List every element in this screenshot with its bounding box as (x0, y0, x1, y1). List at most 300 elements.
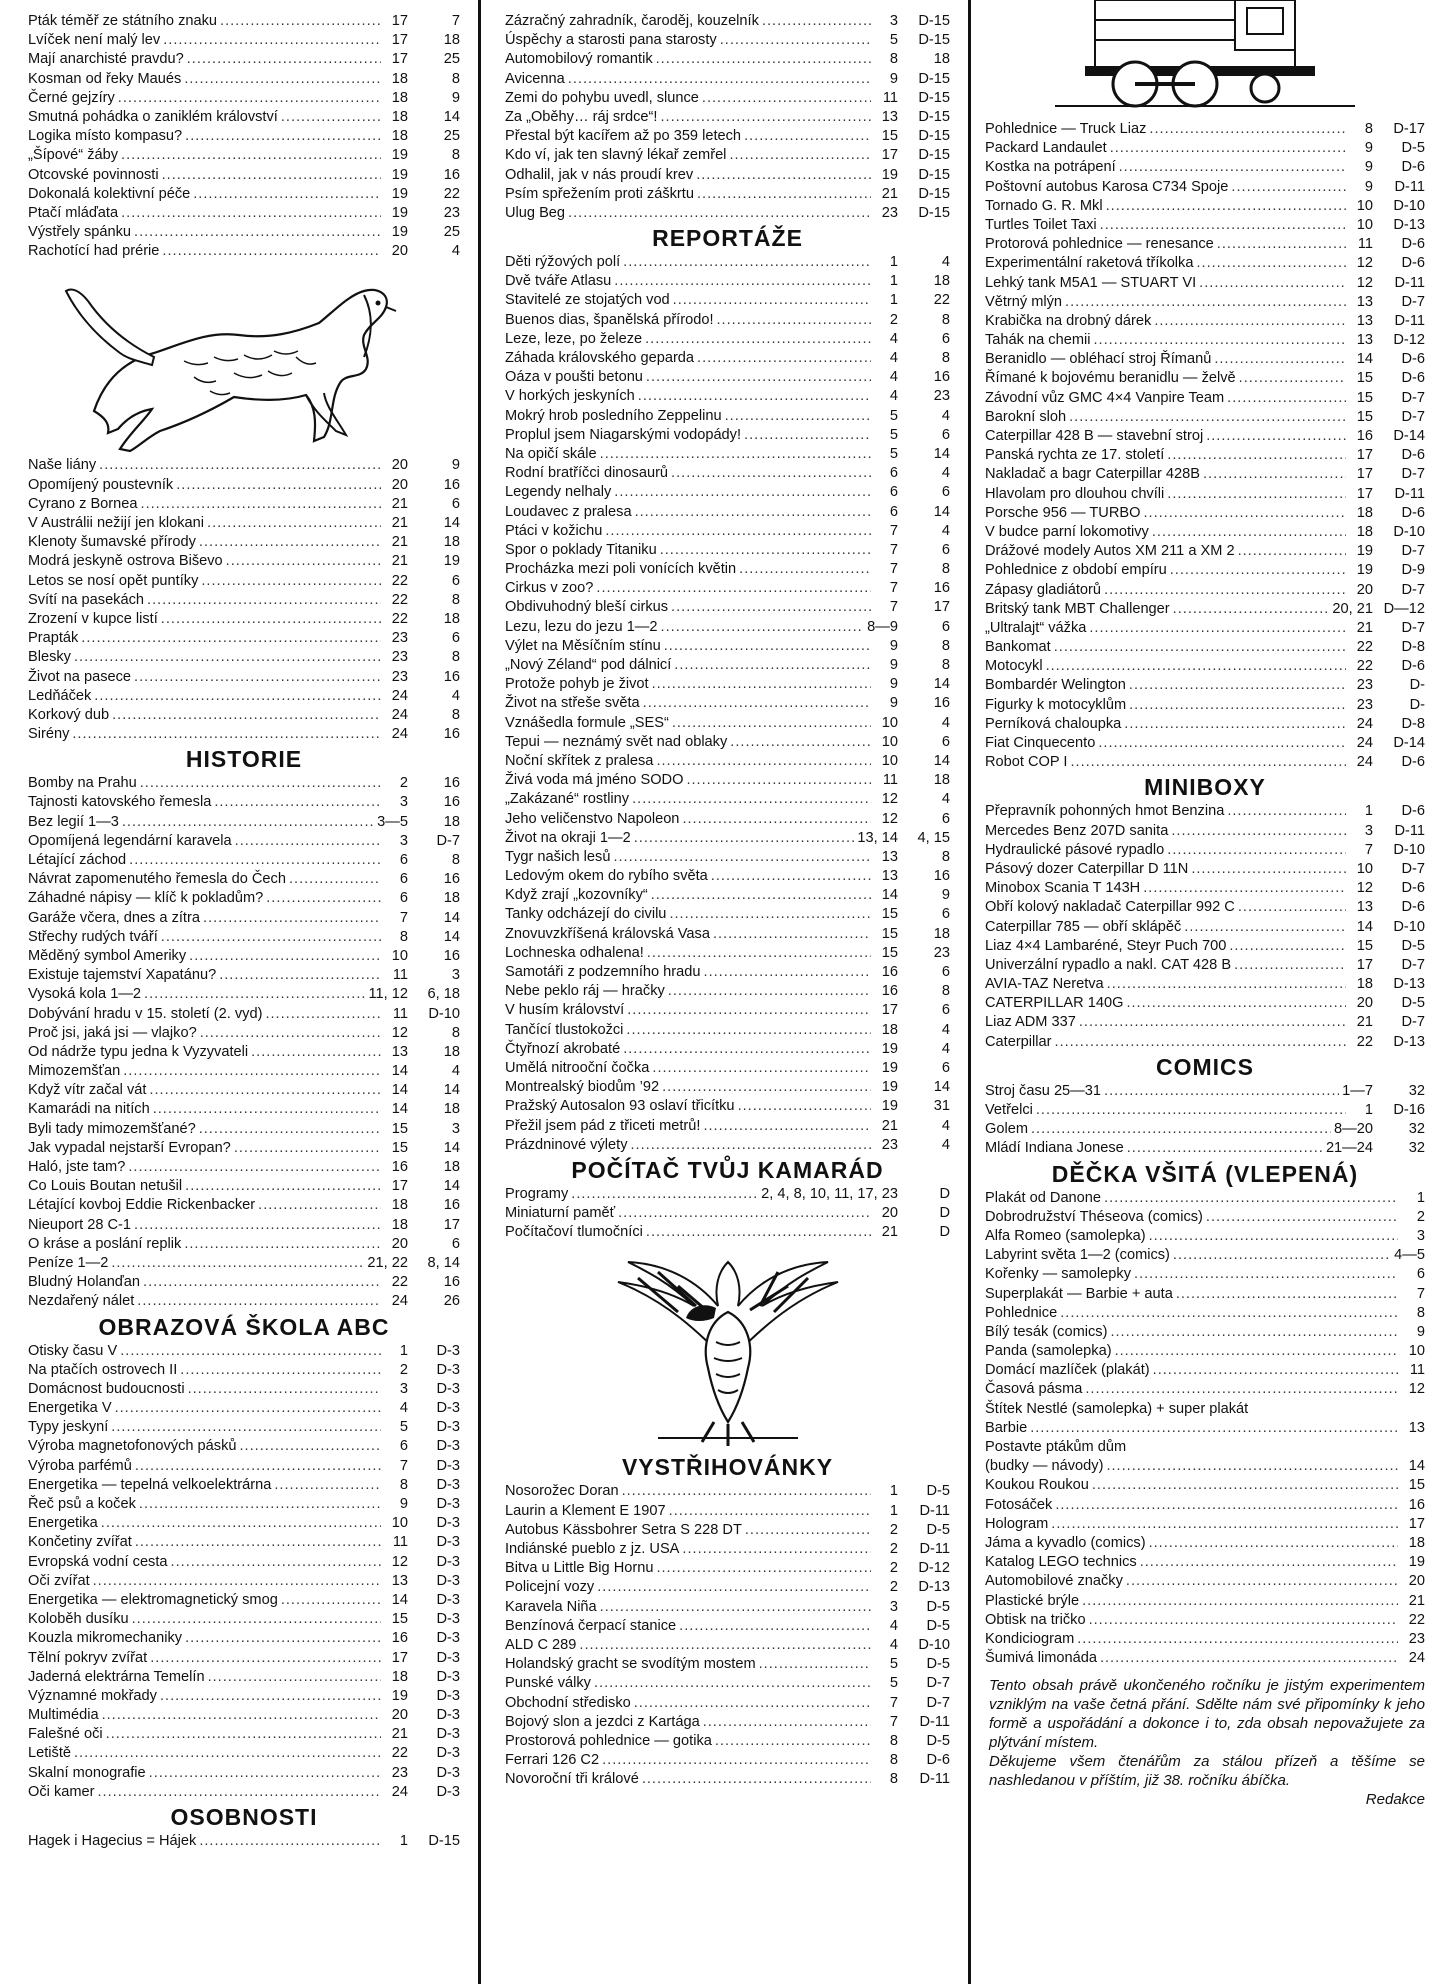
leader-dots (1149, 1534, 1398, 1553)
leader-dots (149, 1081, 381, 1100)
page-number: 4 (941, 1021, 950, 1038)
page-number: 4 (941, 254, 950, 271)
page-number: 6, 18 (427, 986, 460, 1003)
issue-number: 21 (391, 534, 408, 551)
issue-number: 22 (1408, 1611, 1425, 1628)
issue-number: 9 (1364, 178, 1373, 195)
index-entry (28, 1235, 460, 1254)
issue-number: 14 (391, 1591, 408, 1608)
index-entry (505, 1482, 950, 1501)
index-entry (505, 1136, 950, 1155)
page-number: D-15 (918, 204, 950, 221)
entry-title: Haló, jste tam? (28, 1159, 126, 1175)
leader-dots (1070, 753, 1346, 772)
issue-number: 8 (399, 1476, 408, 1493)
leader-dots (251, 1043, 381, 1062)
page-number: 22 (933, 292, 950, 309)
leader-dots (74, 1744, 381, 1763)
issue-number: 10 (1356, 197, 1373, 214)
entry-title: Turtles Toilet Taxi (985, 216, 1097, 233)
index-entry (28, 495, 460, 514)
index-entry (28, 476, 460, 495)
entry-title: Kdo ví, jak ten slavný lékař zemřel (505, 147, 727, 164)
issue-number: 2 (1416, 1208, 1425, 1225)
entry-title: Mercedes Benz 207D sanita (985, 822, 1169, 839)
leader-dots (162, 242, 381, 261)
issue-number: 17 (881, 147, 898, 164)
leader-dots (1238, 898, 1346, 917)
entry-title: Rodní bratříčci dinosaurů (505, 465, 669, 482)
page-number: D-3 (436, 1400, 460, 1417)
index-entry (28, 909, 460, 928)
entry-title: Tepui — neznámý svět nad oblaky (505, 733, 728, 750)
page-number: 6 (941, 618, 950, 635)
issue-number: 17 (1408, 1515, 1425, 1532)
issue-number: 21 (881, 185, 898, 202)
page-number: D-14 (1393, 428, 1425, 444)
index-entry (985, 1246, 1425, 1265)
entry-title: Záhadné nápisy — klíč k pokladům? (28, 890, 264, 907)
leader-dots (1231, 178, 1346, 197)
page-number: 8 (451, 70, 460, 87)
issue-number: 24 (391, 1783, 408, 1800)
entry-title: Kostka na potrápení (985, 159, 1116, 176)
entry-title: CATERPILLAR 140G (985, 995, 1124, 1012)
entry-title: Bojový slon a jezdci z Kartága (505, 1713, 700, 1730)
index-entry (985, 734, 1425, 753)
entry-title: Policejní vozy (505, 1579, 595, 1596)
issue-number: 10 (391, 947, 408, 964)
index-entry (505, 1713, 950, 1732)
index-entry (985, 1457, 1425, 1476)
entry-title: Bludný Holanďan (28, 1274, 141, 1291)
issue-number: 11 (1357, 236, 1373, 253)
index-entry (28, 223, 460, 242)
leader-dots (623, 253, 871, 272)
index-entry (28, 966, 460, 985)
index-entry (985, 293, 1425, 312)
issue-number: 18 (391, 1197, 408, 1214)
leader-dots (596, 579, 871, 598)
page-number: 6 (451, 495, 460, 512)
note-paragraph-1: Tento obsah právě ukončeného ročníku je jistým experimentem vzniklým na vaše četná přání. Sdělte nám své připomínky k jeho formě a uspořádání a dokonce i to, zda obsah nepovažujete za plýtvání místem. (989, 1677, 1425, 1752)
entry-title: Obdivuhodný bleší cirkus (505, 599, 669, 616)
issue-number: 1 (889, 254, 898, 271)
entry-title: Logika místo kompasu? (28, 128, 183, 145)
page-number: 8 (451, 706, 460, 723)
index-entry (28, 1572, 460, 1591)
leader-dots (187, 50, 381, 69)
issue-number: 7 (889, 541, 898, 558)
leader-dots (220, 12, 381, 31)
page-number: 18 (443, 1043, 460, 1060)
issue-number: 22 (391, 591, 408, 608)
leader-dots (123, 1062, 381, 1081)
leader-dots (185, 1629, 381, 1648)
issue-number: 16 (1356, 428, 1373, 444)
leader-dots (631, 1136, 872, 1155)
issue-number: 15 (881, 944, 898, 961)
index-entry (28, 31, 460, 50)
page-number: D-3 (436, 1380, 460, 1397)
index-entry (505, 31, 950, 50)
entry-title: Skalní monografie (28, 1764, 146, 1781)
entry-title: Hagek i Hagecius = Hájek (28, 1833, 197, 1849)
leader-dots (662, 1078, 871, 1097)
index-entry (505, 1540, 950, 1559)
entry-title: Úspěchy a starosti pana starosty (505, 32, 717, 49)
page-number: D-7 (1401, 581, 1425, 598)
index-entry (985, 561, 1425, 580)
issue-number: 7 (889, 1694, 898, 1711)
index-entry (505, 618, 950, 637)
index-entry (505, 848, 950, 867)
entry-title: Fotosáček (985, 1496, 1053, 1513)
leader-dots (207, 514, 381, 533)
issue-number: 19 (391, 224, 408, 241)
page-number: 14 (933, 676, 950, 693)
index-entry (28, 813, 460, 832)
leader-dots (656, 1559, 871, 1578)
page-number: D-6 (926, 1752, 950, 1769)
issue-number: 1 (1416, 1189, 1425, 1206)
issue-number: 14 (391, 1101, 408, 1118)
page-number: 18 (933, 925, 950, 942)
entry-title: Obří kolový nakladač Caterpillar 992 C (985, 899, 1235, 916)
dog-illustration (34, 261, 454, 456)
entry-title: Nebe peklo ráj — hračky (505, 983, 665, 1000)
entry-title: Liaz 4×4 Lambaréné, Steyr Puch 700 (985, 937, 1227, 954)
index-entry (505, 426, 950, 445)
page-number: 17 (933, 599, 950, 616)
vystrihovanky-list-cont (985, 120, 1425, 772)
entry-title: Novoroční tři králové (505, 1771, 639, 1788)
issue-number: 22 (391, 1745, 408, 1762)
entry-title: Lochneska odhalena! (505, 944, 644, 961)
column-3 (985, 0, 1425, 1809)
comics-list (985, 1082, 1425, 1159)
leader-dots (759, 1655, 871, 1674)
entry-title: Větrný mlýn (985, 293, 1063, 310)
page-number: D-15 (918, 147, 950, 164)
entry-title: (budky — návody) (985, 1458, 1104, 1475)
leader-dots (713, 925, 871, 944)
entry-title: Zemi do pohybu uvedl, slunce (505, 89, 699, 106)
entry-title: Čtyřnozí akrobaté (505, 1040, 621, 1057)
entry-title: Lezu, lezu do jezu 1—2 (505, 618, 658, 635)
leader-dots (1176, 1285, 1398, 1304)
page-number: D-7 (1401, 1014, 1425, 1031)
issue-number: 13 (881, 848, 898, 865)
page-number: D-9 (1401, 562, 1425, 579)
entry-title: Labyrint světa 1—2 (comics) (985, 1247, 1170, 1264)
entry-title: Benzínová čerpací stanice (505, 1617, 677, 1634)
entry-title: Odhalil, jak v nás proudí krev (505, 166, 694, 183)
entry-title: Falešné oči (28, 1726, 103, 1743)
entry-title: Hologram (985, 1515, 1049, 1532)
issue-number: 10 (881, 752, 898, 769)
index-entry (985, 1400, 1425, 1419)
page-number: D-3 (436, 1342, 460, 1359)
leader-dots (1079, 1013, 1346, 1032)
leader-dots (1104, 1189, 1398, 1208)
index-entry (985, 1227, 1425, 1246)
leader-dots (1082, 1592, 1398, 1611)
page-number: 6 (941, 1059, 950, 1076)
entry-title: Byli tady mimozemšťané? (28, 1120, 196, 1137)
leader-dots (1217, 235, 1346, 254)
leader-dots (1203, 465, 1346, 484)
leader-dots (1069, 408, 1346, 427)
section-title-vystrihovanky: VYSTŘIHOVÁNKY (621, 1454, 834, 1481)
entry-title: Kouzla mikromechaniky (28, 1630, 183, 1647)
page-number: 16 (443, 1197, 460, 1214)
entry-title: Mají anarchisté pravdu? (28, 51, 184, 68)
entry-title: Kondiciogram (985, 1630, 1075, 1647)
leader-dots (717, 311, 872, 330)
index-entry (28, 1437, 460, 1456)
page-number: D-7 (436, 832, 460, 849)
entry-title: Tělní pokryv zvířat (28, 1649, 148, 1666)
leader-dots (1104, 1082, 1339, 1101)
index-entry (985, 523, 1425, 542)
leader-dots (645, 330, 871, 349)
page-number: D-6 (1401, 880, 1425, 897)
issue-number: 2 (889, 1541, 898, 1557)
entry-title: Bitva u Little Big Hornu (505, 1560, 654, 1577)
leader-dots (635, 503, 871, 522)
issue-number: 18 (391, 108, 408, 125)
page-number: D-15 (918, 166, 950, 183)
index-entry (28, 928, 460, 947)
index-entry (505, 522, 950, 541)
leader-dots (1227, 389, 1346, 408)
issue-number: 19 (391, 204, 408, 221)
leader-dots (661, 618, 865, 637)
page-number: D-10 (918, 1636, 950, 1653)
index-entry (28, 1158, 460, 1177)
index-entry (985, 274, 1425, 293)
entry-title: Stroj času 25—31 (985, 1082, 1102, 1099)
index-entry (985, 1534, 1425, 1553)
index-entry (28, 89, 460, 108)
page-number: D-10 (428, 1005, 460, 1022)
entry-title: Život na okraji 1—2 (505, 829, 631, 846)
index-entry (505, 483, 950, 502)
index-entry (505, 905, 950, 924)
issue-number: 8 (1416, 1304, 1425, 1321)
entry-title: Postavte ptákům dům (985, 1439, 1127, 1455)
leader-dots (135, 1533, 381, 1552)
entry-title: Zázračný zahradník, čaroděj, kouzelník (505, 13, 759, 29)
index-entry (28, 146, 460, 165)
index-entry (985, 1592, 1425, 1611)
index-entry (985, 1285, 1425, 1304)
page-number: D-5 (926, 1732, 950, 1749)
index-entry (505, 1694, 950, 1713)
index-entry (985, 139, 1425, 158)
issue-number: 5 (889, 1675, 898, 1692)
page-number: D-5 (926, 1656, 950, 1673)
index-entry (985, 1649, 1425, 1668)
issue-number: 24 (391, 706, 408, 723)
index-entry (28, 793, 460, 812)
entry-title: Koloběh dusíku (28, 1611, 129, 1628)
index-entry (985, 542, 1425, 561)
issue-number: 17 (1356, 485, 1373, 502)
page-number: D-5 (926, 1483, 950, 1500)
entry-title: Korkový dub (28, 706, 110, 723)
index-entry (28, 610, 460, 629)
leader-dots (686, 771, 871, 790)
issue-number: 15 (1356, 389, 1373, 406)
leader-dots (1077, 1630, 1398, 1649)
index-entry (505, 1751, 950, 1770)
leader-dots (122, 813, 374, 832)
entry-title: Motocykl (985, 658, 1043, 675)
leader-dots (219, 966, 381, 985)
page-number: 8 (451, 147, 460, 164)
column-2 (505, 12, 950, 1789)
issue-number: 20 (1356, 995, 1373, 1012)
index-entry (505, 166, 950, 185)
leader-dots (720, 31, 871, 50)
leader-dots (744, 426, 871, 445)
index-entry (505, 146, 950, 165)
leader-dots (184, 1235, 381, 1254)
page-number: 8 (941, 350, 950, 366)
entry-title: Pražský Autosalon 93 oslaví třicítku (505, 1098, 735, 1115)
entry-title: Mládí Indiana Jonese (985, 1140, 1124, 1157)
leader-dots (613, 848, 871, 867)
index-entry (505, 1598, 950, 1617)
index-entry (985, 1120, 1425, 1139)
entry-title: Když vítr začal vát (28, 1082, 147, 1099)
entry-title: Programy (505, 1185, 569, 1202)
issue-number: 16 (391, 1630, 408, 1647)
entry-title: Tanky odcházejí do civilu (505, 906, 667, 923)
leader-dots (139, 1495, 381, 1514)
index-entry (985, 657, 1425, 676)
leader-dots (1206, 1208, 1398, 1227)
index-entry (985, 1208, 1425, 1227)
page-number: 6 (941, 1002, 950, 1019)
leader-dots (618, 1204, 871, 1223)
leader-dots (134, 668, 381, 687)
issue-number: 17 (881, 1002, 898, 1019)
index-entry (985, 158, 1425, 177)
leader-dots (1036, 1101, 1346, 1120)
page-number: D-6 (1401, 447, 1425, 464)
entry-title: Modrá jeskyně ostrova Biševo (28, 553, 223, 570)
index-entry (28, 870, 460, 889)
index-entry (28, 1100, 460, 1119)
issue-number: 1 (889, 1483, 898, 1500)
leader-dots (1065, 293, 1346, 312)
issue-number: 2 (889, 1521, 898, 1538)
issue-number: 3 (1364, 822, 1373, 839)
entry-title: Kamarádi na nitích (28, 1101, 150, 1118)
issue-number: 9 (399, 1496, 408, 1512)
page-number: 14 (933, 752, 950, 769)
index-entry (28, 1342, 460, 1361)
index-entry (985, 408, 1425, 427)
page-number: 16 (443, 871, 460, 888)
page-number: D-3 (436, 1707, 460, 1724)
index-entry (28, 533, 460, 552)
leader-dots (1110, 1323, 1398, 1342)
index-entry (505, 1185, 950, 1204)
leader-dots (745, 1521, 871, 1540)
issue-number: 17 (391, 51, 408, 68)
index-entry (28, 832, 460, 851)
issue-number: 9 (889, 70, 898, 87)
issue-number: 5 (889, 426, 898, 443)
issue-number: 22 (1356, 639, 1373, 656)
index-entry (505, 752, 950, 771)
leader-dots (656, 50, 871, 69)
entry-title: Miniaturní paměť (505, 1205, 616, 1222)
page-number: D-11 (919, 1541, 950, 1557)
index-entry (28, 1273, 460, 1292)
leader-dots (671, 598, 871, 617)
entry-title: Přepravník pohonných hmot Benzina (985, 803, 1225, 820)
leader-dots (74, 648, 381, 667)
index-entry (985, 841, 1425, 860)
issue-number: 23 (881, 204, 898, 221)
index-entry (985, 465, 1425, 484)
leader-dots (199, 533, 381, 552)
page-number: D-6 (1401, 255, 1425, 272)
page-number: D-11 (919, 1771, 950, 1788)
issue-number: 18 (1356, 523, 1373, 540)
issue-number: 6 (399, 871, 408, 888)
section-title-reportaze: REPORTÁŽE (652, 225, 803, 252)
index-entry (985, 312, 1425, 331)
page-number: D-13 (1393, 216, 1425, 233)
page-number: 23 (443, 204, 460, 221)
editorial-note (985, 1676, 1425, 1809)
column-1 (28, 12, 460, 1851)
issue-number: 14 (1356, 351, 1373, 368)
leader-dots (744, 127, 871, 146)
entry-title: Krabička na drobný dárek (985, 312, 1152, 329)
index-entry (28, 985, 460, 1004)
page-number: D-17 (1393, 121, 1425, 137)
issue-number: 20 (391, 457, 408, 474)
page-number: 4 (941, 407, 950, 424)
issue-number: 3 (889, 1598, 898, 1615)
entry-title: Opomíjený poustevník (28, 476, 174, 493)
issue-number: 10 (391, 1515, 408, 1532)
entry-title: Ferrari 126 C2 (505, 1752, 600, 1769)
leader-dots (112, 706, 381, 725)
page-number: D-3 (436, 1572, 460, 1589)
index-entry (985, 389, 1425, 408)
index-entry (985, 235, 1425, 254)
issue-number: 18 (1356, 976, 1373, 993)
entry-title: ALD C 289 (505, 1636, 577, 1653)
leader-dots (120, 1342, 381, 1361)
entry-title: „Zakázané“ rostliny (505, 791, 630, 808)
issue-number: 12 (1356, 274, 1373, 291)
issue-number: 21—24 (1325, 1140, 1373, 1157)
leader-dots (605, 522, 871, 541)
index-entry (505, 1770, 950, 1789)
page-number: 14 (443, 1082, 460, 1099)
index-entry (505, 349, 950, 368)
leader-dots (102, 1706, 381, 1725)
